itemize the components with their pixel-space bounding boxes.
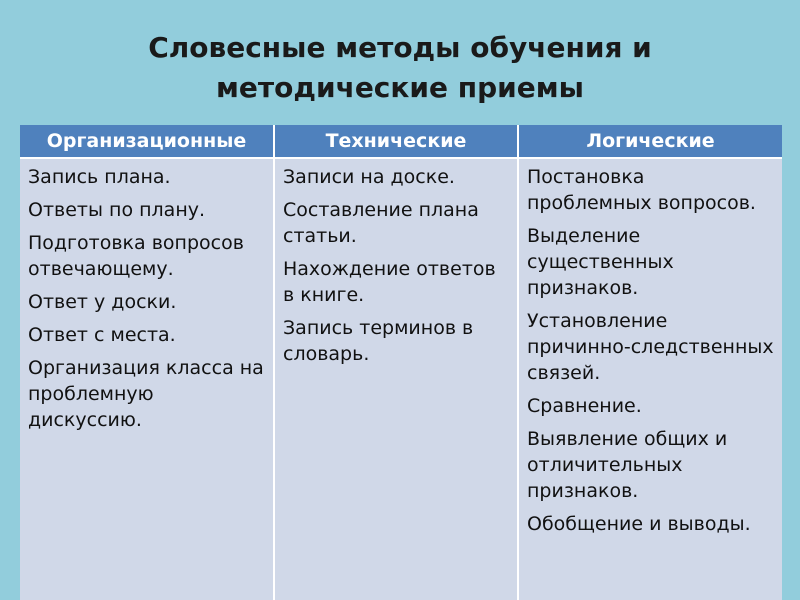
slide-title	[0, 28, 800, 108]
list-item: Сравнение.	[527, 395, 642, 417]
list-item: Установление причинно-следственных связей.	[527, 310, 774, 384]
methods-table	[20, 125, 782, 600]
column-logical	[518, 158, 782, 600]
column-technical	[274, 158, 518, 600]
list-item: Постановка проблемных вопросов.	[527, 166, 756, 214]
header-organizational: Организационные	[20, 125, 274, 158]
list-item: Ответы по плану.	[28, 199, 206, 221]
header-technical: Технические	[274, 125, 518, 158]
list-item: Организация класса на проблемную дискуссию.	[28, 357, 264, 431]
list-item: Ответ с места.	[28, 324, 176, 346]
slide-title-line-1: Словесные методы обучения и	[148, 31, 652, 64]
list-item: Ответ у доски.	[28, 291, 177, 313]
list-item: Выявление общих и отличительных признаков.	[527, 428, 728, 502]
column-organizational	[20, 158, 274, 600]
list-item: Запись терминов в словарь.	[283, 317, 474, 365]
list-item: Нахождение ответов в книге.	[283, 258, 496, 306]
table-row	[20, 158, 782, 600]
list-item: Запись плана.	[28, 166, 171, 188]
slide-title-line-2: методические приемы	[216, 71, 584, 104]
list-item: Составление плана статьи.	[283, 199, 479, 247]
table-header-row	[20, 125, 782, 158]
list-item: Обобщение и выводы.	[527, 513, 751, 535]
list-item: Записи на доске.	[283, 166, 455, 188]
methods-table-container	[20, 125, 782, 600]
list-item: Подготовка вопросов отвечающему.	[28, 232, 244, 280]
list-item: Выделение существенных признаков.	[527, 225, 674, 299]
header-logical: Логические	[518, 125, 782, 158]
